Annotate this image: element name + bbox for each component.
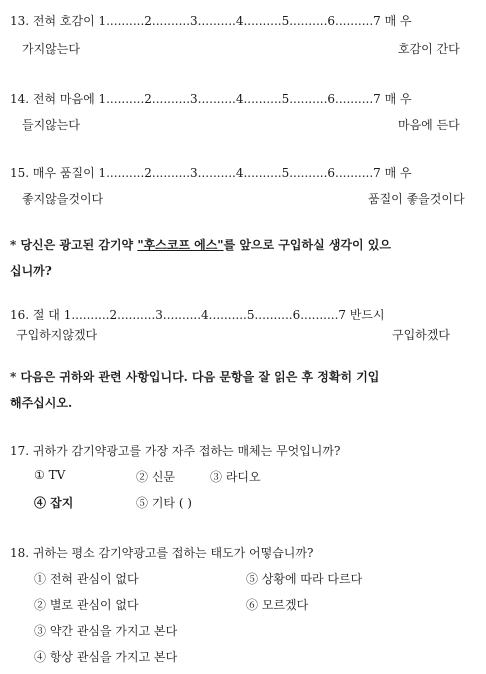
purchase-intro-text-b: 를 앞으로 구입하실 생각이 있으 bbox=[223, 238, 391, 252]
q17-option-4: ④ 잡지 bbox=[34, 496, 74, 510]
q15-right-anchor: 품질이 좋을것이다 bbox=[368, 192, 465, 206]
q13-right-anchor: 호감이 간다 bbox=[398, 42, 460, 56]
q18-question: 18. 귀하는 평소 감기약광고를 접하는 태도가 어떻습니까? bbox=[10, 546, 314, 560]
q14-right-anchor: 마음에 든다 bbox=[398, 118, 460, 132]
q14-scale-line: 14. 전혀 마음에 1..........2..........3..........4..........5..........6..........7 매 우 bbox=[10, 92, 412, 106]
purchase-intro-line1 bbox=[10, 236, 391, 253]
q18-option-6: ⑥ 모르겠다 bbox=[246, 598, 309, 612]
q18-option-4: ④ 항상 관심을 가지고 본다 bbox=[34, 650, 178, 664]
q16-scale-line: 16. 절 대 1..........2..........3..........4..........5..........6..........7 반드시 bbox=[10, 308, 385, 322]
q13-scale-line: 13. 전혀 호감이 1..........2..........3..........4..........5..........6..........7 매 우 bbox=[10, 14, 412, 28]
instruction-line2: 해주십시오. bbox=[10, 396, 73, 410]
q17-option-2: ② 신문 bbox=[136, 470, 175, 484]
q15-scale-line: 15. 매우 품질이 1..........2..........3..........4..........5..........6..........7 매 우 bbox=[10, 166, 412, 180]
purchase-intro-line2: 십니까? bbox=[10, 264, 52, 278]
q13-left-anchor: 가지않는다 bbox=[22, 42, 80, 56]
q16-left-anchor: 구입하지않겠다 bbox=[16, 328, 98, 342]
q15-left-anchor: 좋지않을것이다 bbox=[22, 192, 104, 206]
q18-option-5: ⑤ 상황에 따라 다르다 bbox=[246, 572, 363, 586]
q18-option-2: ② 별로 관심이 없다 bbox=[34, 598, 139, 612]
instruction-line1: * 다음은 귀하와 관련 사항입니다. 다음 문항을 잘 읽은 후 정확히 기입 bbox=[10, 370, 380, 384]
q17-option-3: ③ 라디오 bbox=[210, 470, 261, 484]
q14-left-anchor: 들지않는다 bbox=[22, 118, 80, 132]
q17-question: 17. 귀하가 감기약광고를 가장 자주 접하는 매체는 무엇입니까? bbox=[10, 444, 341, 458]
q18-option-1: ① 전혀 관심이 없다 bbox=[34, 572, 139, 586]
q17-option-1: ① TV bbox=[34, 468, 66, 482]
q17-option-5: ⑤ 기타 ( ) bbox=[136, 496, 192, 510]
product-name: "후스코프 에스" bbox=[137, 238, 224, 252]
q16-right-anchor: 구입하겠다 bbox=[392, 328, 450, 342]
q18-option-3: ③ 약간 관심을 가지고 본다 bbox=[34, 624, 178, 638]
purchase-intro-text-a: * 당신은 광고된 감기약 bbox=[10, 238, 138, 252]
